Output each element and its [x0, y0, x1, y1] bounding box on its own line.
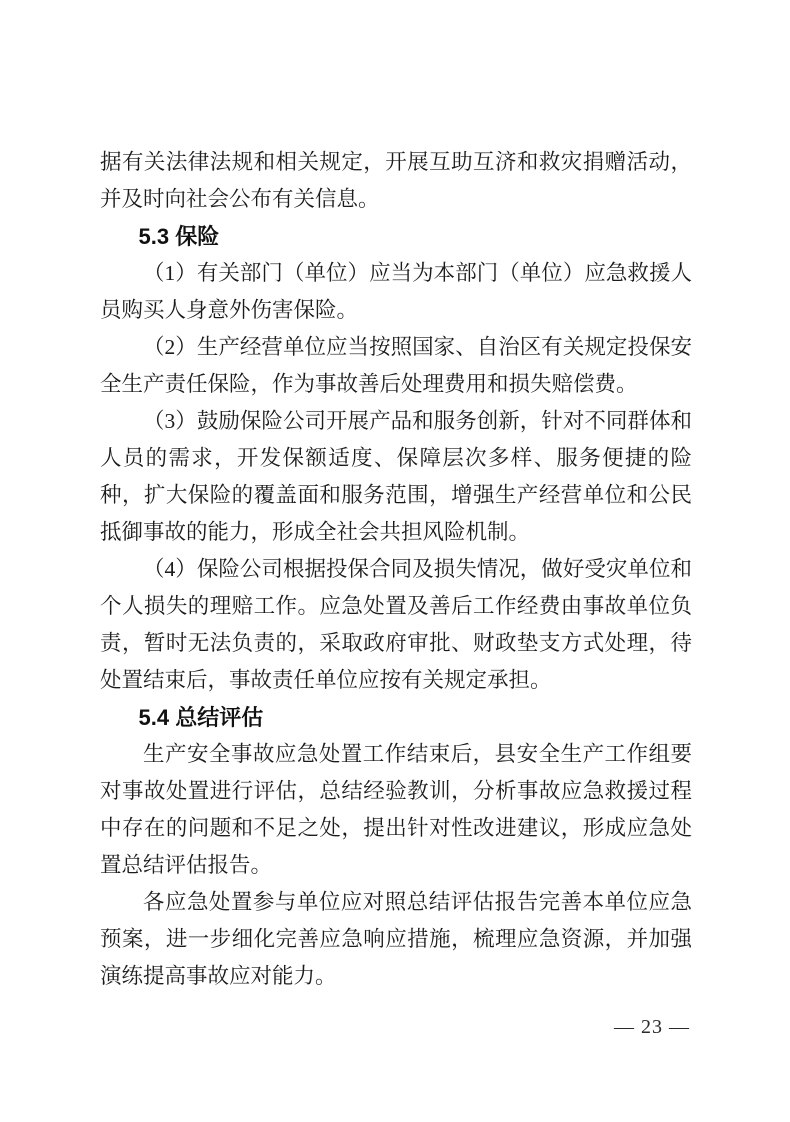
paragraph-continuation: 据有关法律法规和相关规定，开展互助互济和救灾捐赠活动，并及时向社会公布有关信息。 — [100, 150, 692, 211]
paragraph-item-4: （4）保险公司根据投保合同及损失情况，做好受灾单位和个人损失的理赔工作。应急处置及善后工作经费由事故单位负责，暂时无法负责的，采取政府审批、财政垫支方式处理，待处置结束后，事故责任单位应按有关规定承担。 — [100, 557, 692, 692]
paragraph-item-3: （3）鼓励保险公司开展产品和服务创新，针对不同群体和人员的需求，开发保额适度、保障层次多样、服务便捷的险种，扩大保险的覆盖面和服务范围，增强生产经营单位和公民抵御事故的能力，形成全社会共担风险机制。 — [100, 409, 692, 544]
paragraph-summary-evaluation: 生产安全事故应急处置工作结束后，县安全生产工作组要对事故处置进行评估，总结经验教训，分析事故应急救援过程中存在的问题和不足之处，提出针对性改进建议，形成应急处置总结评估报告。 — [100, 742, 692, 877]
section-heading-5-4-summary-evaluation: 5.4 总结评估 — [138, 705, 264, 730]
page-number: — 23 — — [614, 1016, 690, 1038]
section-heading-5-3-insurance: 5.3 保险 — [138, 224, 220, 249]
paragraph-plan-improvement: 各应急处置参与单位应对照总结评估报告完善本单位应急预案，进一步细化完善应急响应措施，梳理应急资源，并加强演练提高事故应对能力。 — [100, 890, 692, 988]
paragraph-item-1: （1）有关部门（单位）应当为本部门（单位）应急救援人员购买人身意外伤害保险。 — [100, 261, 692, 322]
paragraph-item-2: （2）生产经营单位应当按照国家、自治区有关规定投保安全生产责任保险，作为事故善后处理费用和损失赔偿费。 — [100, 335, 692, 396]
document-body — [100, 144, 692, 995]
